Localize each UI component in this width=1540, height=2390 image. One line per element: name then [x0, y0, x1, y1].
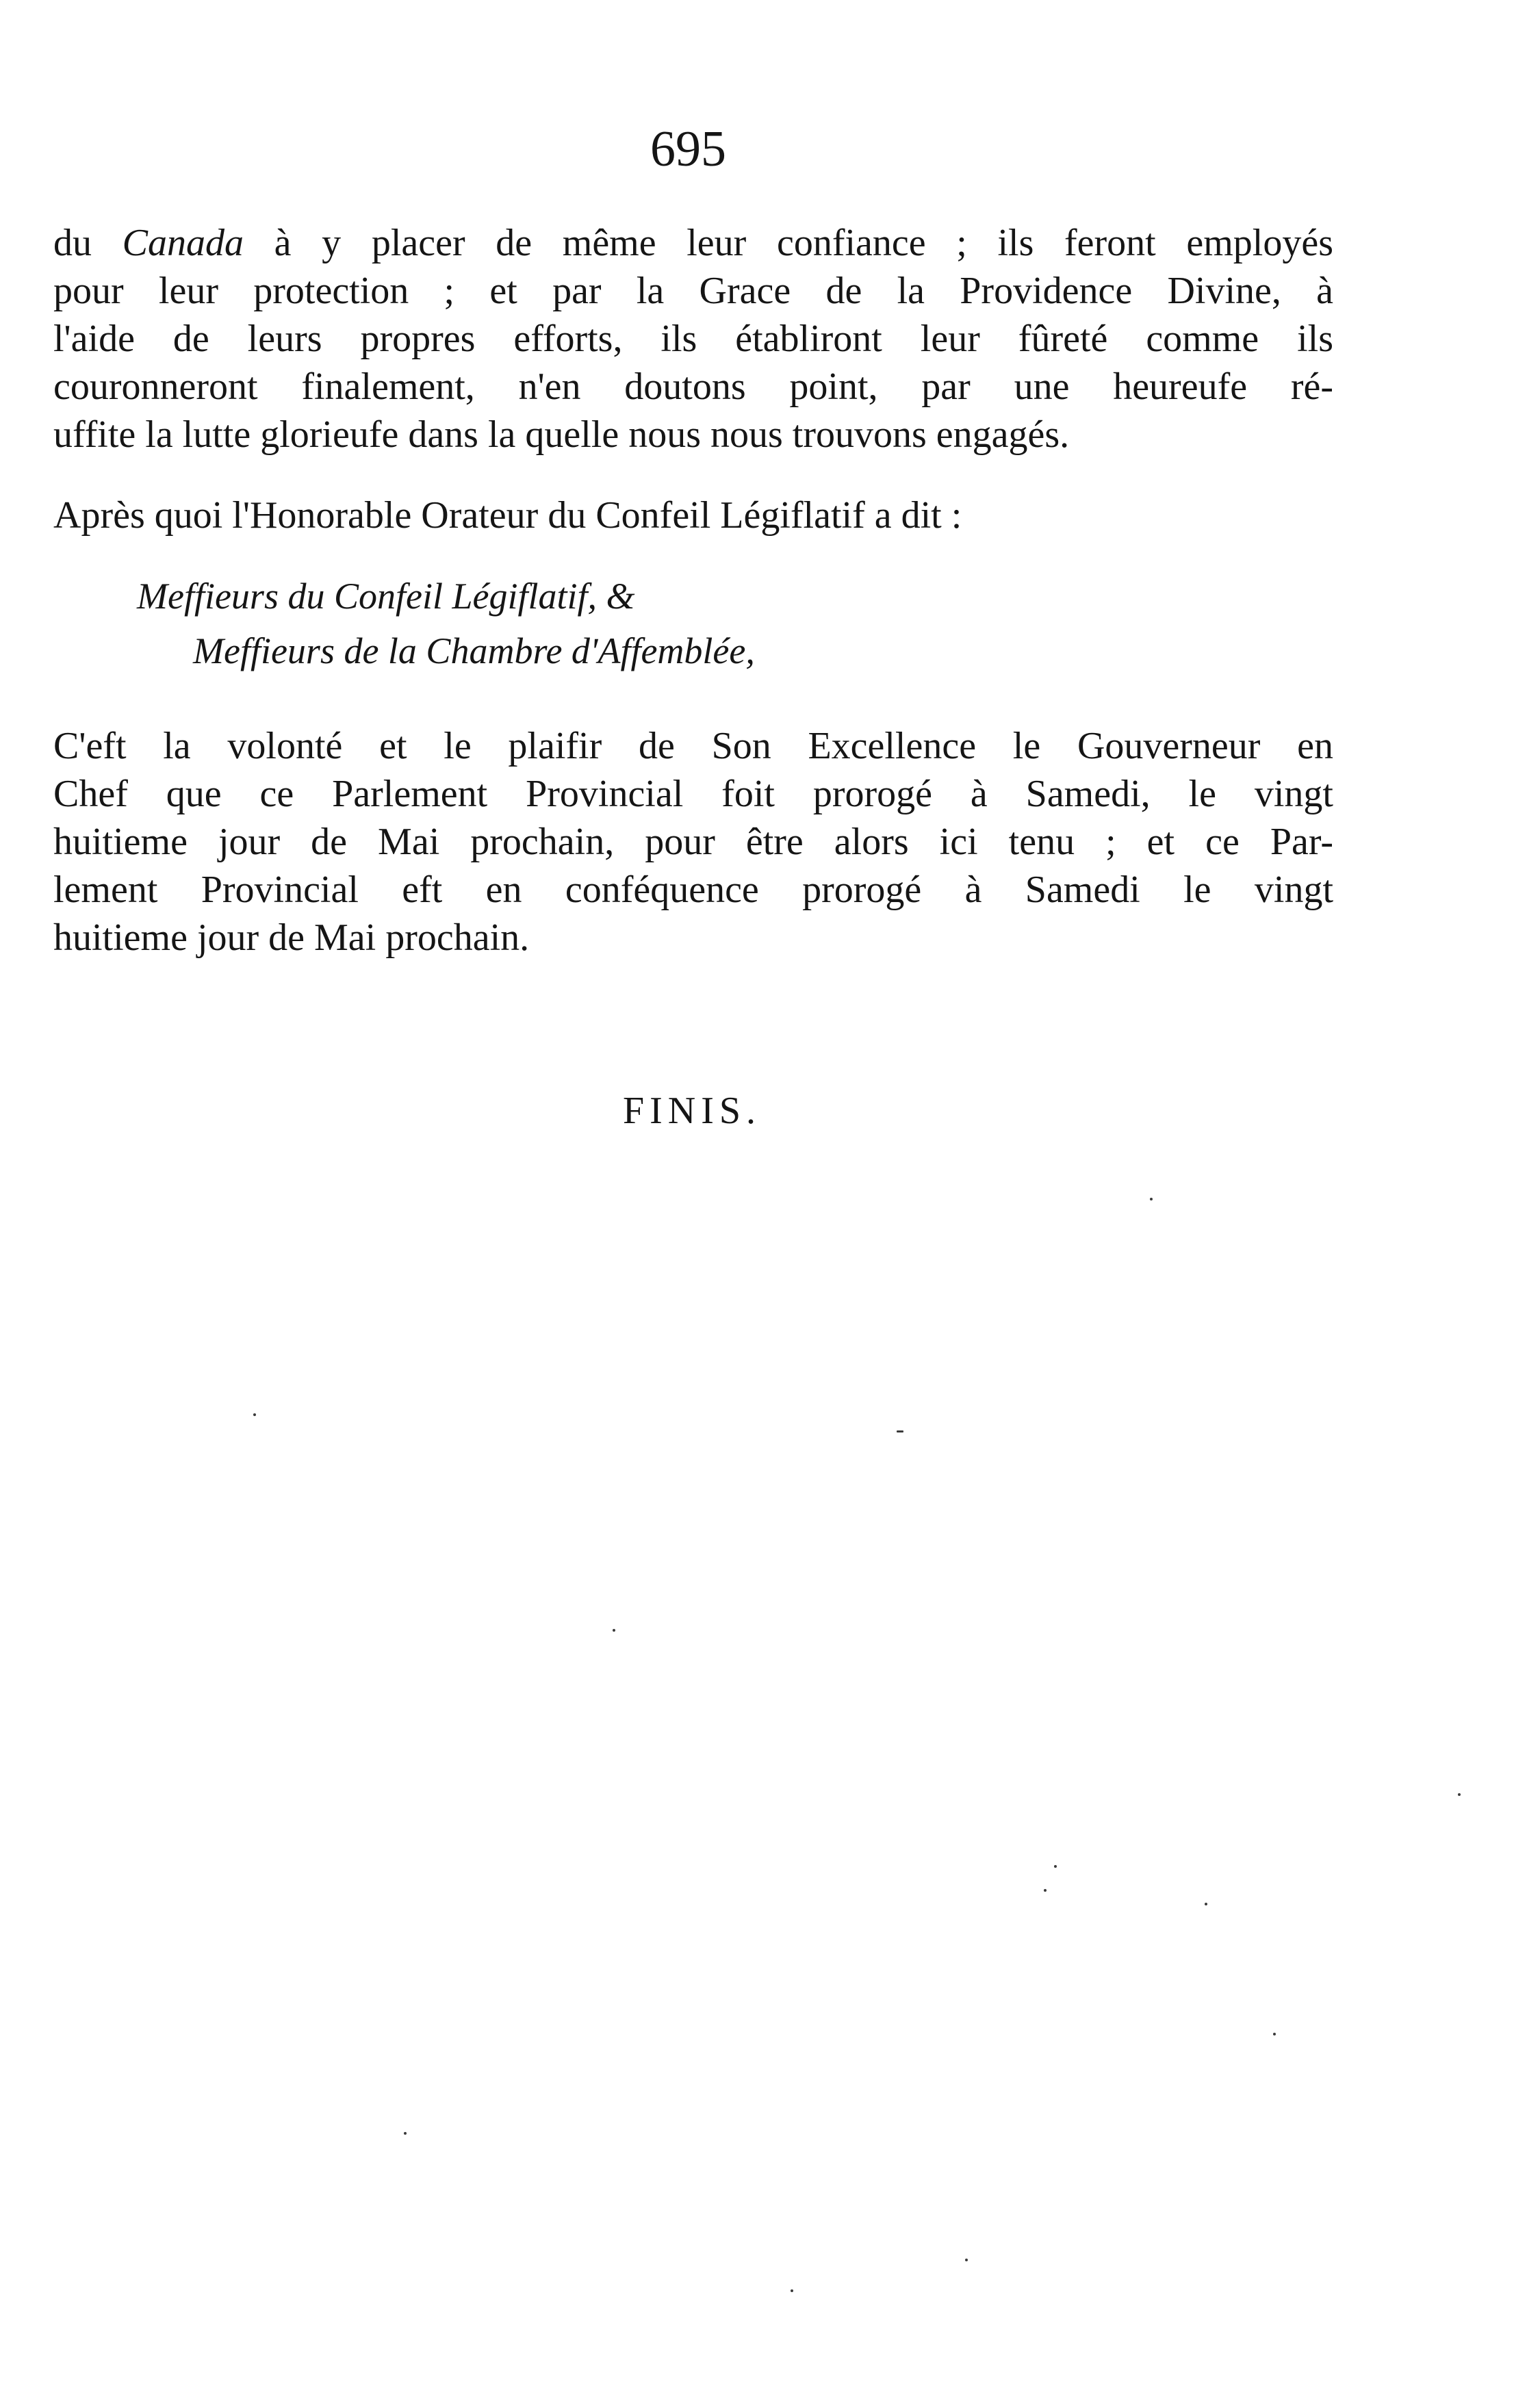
paragraph-1-line-2: pour leur protection ; et par la Grace de la Providence Divine, à — [53, 270, 1333, 312]
address-line-2: Meffieurs de la Chambre d'Affemblée, — [193, 630, 755, 671]
page-number: 695 — [650, 121, 726, 177]
line-rest: à y placer de même leur confiance ; ils feront employés — [244, 222, 1333, 264]
paper-speck — [404, 2132, 407, 2135]
paragraph-1-line-4: couronneront finalement, n'en doutons point, par une heureufe ré- — [53, 365, 1333, 408]
paragraph-2-line-4: lement Provincial eft en conféquence prorogé à Samedi le vingt — [53, 869, 1333, 911]
paragraph-2-line-1: C'eft la volonté et le plaifir de Son Excellence le Gouverneur en — [53, 725, 1333, 767]
paper-speck — [897, 1430, 903, 1432]
paper-speck — [1273, 2033, 1276, 2035]
paragraph-1 — [53, 219, 1333, 459]
paragraph-2-line-2: Chef que ce Parlement Provincial foit prorogé à Samedi, le vingt — [53, 773, 1333, 815]
address-line-1: Meffieurs du Confeil Légiflatif, & — [137, 576, 635, 617]
paragraph-2-line-5: huitieme jour de Mai prochain. — [53, 916, 530, 959]
paper-speck — [791, 2289, 793, 2292]
paragraph-1-line-1 — [53, 219, 1333, 267]
paragraph-1-line-3: l'aide de leurs propres efforts, ils établiront leur fûreté comme ils — [53, 318, 1333, 360]
paragraph-2-line-3: huitieme jour de Mai prochain, pour être alors ici tenu ; et ce Par- — [53, 821, 1333, 863]
paper-speck — [253, 1413, 256, 1416]
line-prefix: du — [53, 222, 123, 264]
paragraph-2 — [53, 722, 1333, 962]
finis-heading: FINIS. — [623, 1090, 762, 1132]
paper-speck — [1205, 1903, 1207, 1905]
place-name-canada: Canada — [122, 222, 244, 264]
paper-speck — [1054, 1865, 1057, 1868]
paper-speck — [965, 2259, 968, 2261]
paper-speck — [1458, 1793, 1461, 1796]
speaker-intro: Après quoi l'Honorable Orateur du Confeil Légiflatif a dit : — [53, 494, 962, 537]
paper-speck — [1044, 1889, 1047, 1892]
paper-speck — [1150, 1198, 1153, 1200]
paper-speck — [613, 1629, 615, 1632]
paragraph-1-line-5: uffite la lutte glorieufe dans la quelle nous nous trouvons engagés. — [53, 413, 1070, 456]
